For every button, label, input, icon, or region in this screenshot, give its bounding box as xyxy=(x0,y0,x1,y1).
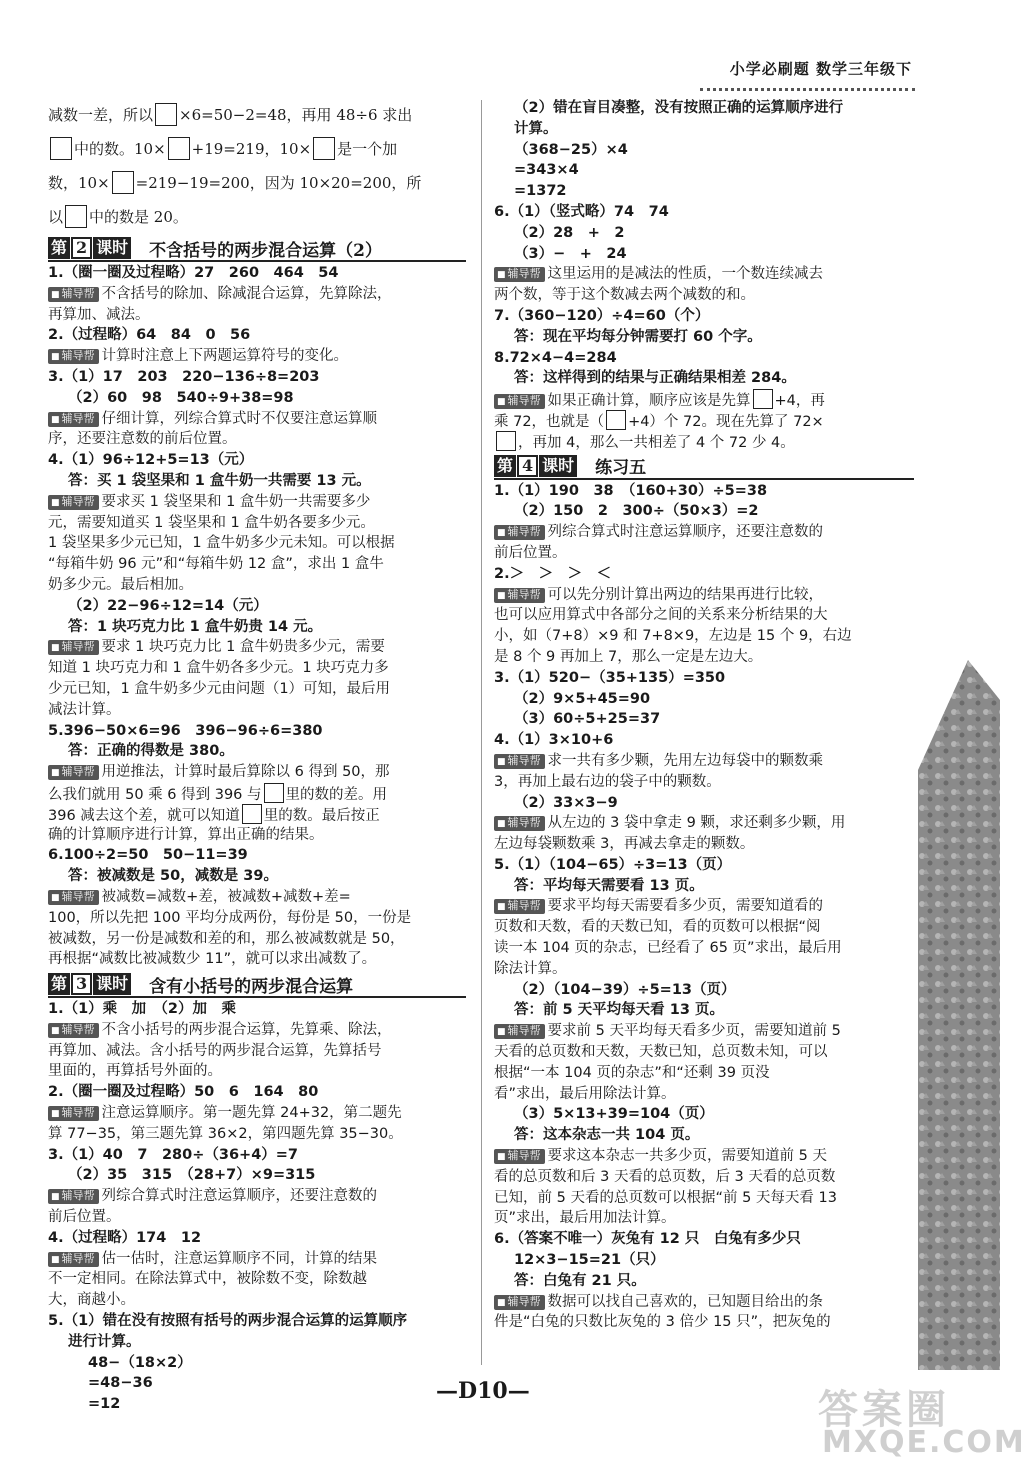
text-segment: +19=219，10× xyxy=(191,140,312,158)
helper-tag: ■ 辅导帮 xyxy=(48,890,99,905)
helper-note-line xyxy=(48,637,466,658)
text-segment: 要求买 1 袋坚果和 1 盒牛奶一共需要多少 xyxy=(101,493,371,510)
text-segment: 1 袋坚果多少元已知，1 盒牛奶多少元未知。可以根据 xyxy=(48,535,395,552)
text-line xyxy=(494,1084,914,1105)
text-segment: （2）60 98 540÷9+38=98 xyxy=(68,389,294,406)
text-segment: 答：正确的得数是 380。 xyxy=(68,743,234,760)
helper-tag: ■ 辅导帮 xyxy=(48,765,99,780)
helper-tag: ■ 辅导帮 xyxy=(494,1149,545,1164)
helper-tag: ■ 辅导帮 xyxy=(48,412,99,427)
lesson-number: 2 xyxy=(71,237,92,259)
text-segment: 中的数是 20。 xyxy=(89,208,188,226)
helper-note-line xyxy=(48,284,466,305)
text-segment: 小，如（7+8）×9 和 7+8×9，左边是 15 个 9，右边 xyxy=(494,628,852,645)
answer-line xyxy=(494,140,914,161)
text-line xyxy=(494,938,914,959)
answer-line xyxy=(494,730,914,751)
answer-line xyxy=(494,1000,914,1021)
text-segment: 列综合算式时注意运算顺序，还要注意数的 xyxy=(547,524,824,541)
helper-note-line xyxy=(48,409,466,430)
answer-line xyxy=(48,263,466,284)
text-segment: （3）60÷5+25=37 xyxy=(514,711,661,728)
answer-line xyxy=(494,223,914,244)
text-segment: （2）33×3−9 xyxy=(514,794,618,811)
text-segment: 计算时注意上下两题运算符号的变化。 xyxy=(101,348,349,365)
text-line xyxy=(494,1312,914,1333)
text-segment: 1.（圈一圈及过程略）27 260 464 54 xyxy=(48,265,339,281)
text-line xyxy=(494,834,914,855)
text-line xyxy=(494,1042,914,1063)
helper-tag: ■ 辅导帮 xyxy=(494,899,545,914)
text-line xyxy=(494,1167,914,1188)
text-line xyxy=(48,658,466,679)
text-segment: 答：白兔有 21 只。 xyxy=(514,1272,646,1289)
text-segment: 100，所以先把 100 平均分成两份，每份是 50，一份是 xyxy=(48,909,412,926)
text-segment: 件是“白兔的只数比灰兔的 3 倍少 15 只”，把灰兔的 xyxy=(494,1314,831,1331)
text-segment: 答：平均每天需要看 13 页。 xyxy=(514,877,704,894)
answer-line xyxy=(494,1125,914,1146)
answer-line xyxy=(48,845,466,866)
helper-note-line xyxy=(494,1021,914,1042)
text-line xyxy=(48,908,466,929)
helper-note-line xyxy=(494,813,914,834)
lesson-title: 练习五 xyxy=(595,458,647,479)
text-segment: 5.（1）（104−65）÷3=13（页） xyxy=(494,856,732,873)
text-segment: 求一共有多少颗，先用左边每袋中的颗数乘 xyxy=(547,752,824,769)
answer-line xyxy=(48,741,466,762)
text-segment: 从左边的 3 袋中拿走 9 颗，求还剩多少颗，用 xyxy=(547,815,846,832)
helper-note-line xyxy=(494,1292,914,1313)
answer-blank-box xyxy=(753,389,773,409)
text-segment: 知道 1 块巧克力和 1 盒牛奶各多少元。1 块巧克力多 xyxy=(48,660,389,677)
text-segment: 序，还要注意数的前后位置。 xyxy=(48,431,237,448)
helper-note-line xyxy=(48,1249,466,1270)
answer-line xyxy=(494,689,914,710)
right-column xyxy=(494,98,914,1333)
answer-line xyxy=(494,709,914,730)
lesson-label-keshi: 课时 xyxy=(93,973,131,995)
answer-line xyxy=(494,668,914,689)
text-segment: 3.（1）520−（35+135）=350 xyxy=(494,669,726,686)
text-segment: 页数和天数，看的天数已知，看的页数可以根据“阅 xyxy=(494,919,821,936)
answer-blank-box xyxy=(242,804,262,824)
text-segment: 估一估时，注意运算顺序不同，计算的结果 xyxy=(101,1250,378,1267)
text-segment: 6.100÷2=50 50−11=39 xyxy=(48,847,248,864)
text-segment: （2）150 2 300÷（50×3）=2 xyxy=(514,503,759,520)
answer-line xyxy=(48,1373,466,1394)
text-segment: =343×4 xyxy=(514,162,579,179)
text-segment: 48−（18×2） xyxy=(88,1354,192,1371)
answer-line xyxy=(48,1165,466,1186)
text-line xyxy=(48,1269,466,1290)
text-segment: 5.396−50×6=96 396−96÷6=380 xyxy=(48,722,323,739)
helper-tag: ■ 辅导帮 xyxy=(494,754,545,769)
answer-line xyxy=(494,1229,914,1250)
answer-line xyxy=(494,348,914,369)
text-line xyxy=(48,783,466,804)
text-segment: 是 8 个 9 再加上 7，那么一定是左边大。 xyxy=(494,648,763,665)
helper-tag: ■ 辅导帮 xyxy=(48,1189,99,1204)
text-segment: 减法计算。 xyxy=(48,701,121,718)
text-line xyxy=(494,410,914,431)
answer-line xyxy=(48,1332,466,1353)
helper-note-line xyxy=(48,887,466,908)
header-title: 小学必刷题 数学三年级下 xyxy=(729,60,912,78)
text-segment: （3）5×13+39=104（页） xyxy=(514,1106,714,1123)
text-line xyxy=(494,772,914,793)
helper-note-line xyxy=(48,492,466,513)
text-line xyxy=(48,166,466,200)
text-segment: 已知，前 5 天看的总页数可以根据“前 5 天每天看 13 xyxy=(494,1189,837,1206)
text-segment: 进行计算。 xyxy=(68,1333,141,1350)
helper-note-line xyxy=(494,522,914,543)
text-segment: 再根据“减数比被减数少 11”，就可以求出减数了。 xyxy=(48,951,377,968)
answer-line xyxy=(494,119,914,140)
text-line xyxy=(48,1124,466,1145)
text-segment: 前后位置。 xyxy=(48,1209,121,1226)
text-segment: （2）35 315 （28+7）×9=315 xyxy=(68,1167,316,1184)
text-line xyxy=(494,647,914,668)
helper-note-line xyxy=(48,1020,466,1041)
answer-line xyxy=(48,388,466,409)
lesson-label-keshi: 课时 xyxy=(93,237,131,259)
text-segment: 数据可以找自己喜欢的，已知题目给出的条 xyxy=(547,1293,824,1310)
text-segment: （2）错在盲目凑整，没有按照正确的运算顺序进行 xyxy=(514,100,844,116)
answer-line xyxy=(48,450,466,471)
text-segment: 不含小括号的两步混合运算，先算乘、除法， xyxy=(101,1021,392,1038)
text-line xyxy=(48,533,466,554)
answer-line xyxy=(48,721,466,742)
answer-line xyxy=(48,1082,466,1103)
answer-line xyxy=(494,244,914,265)
text-segment: 数，10× xyxy=(48,174,110,192)
text-line xyxy=(494,605,914,626)
text-segment: 根据“一本 104 页的杂志”和“还剩 39 页没 xyxy=(494,1064,770,1081)
text-segment: 8.72×4−4=284 xyxy=(494,349,617,366)
text-segment: 以 xyxy=(48,208,64,226)
text-segment: 少元已知，1 盒牛奶多少元由问题（1）可知，最后用 xyxy=(48,680,391,697)
answer-line xyxy=(48,325,466,346)
lesson-heading xyxy=(48,236,466,262)
text-segment: “每箱牛奶 96 元”和“每箱牛奶 12 盒”，求出 1 盒牛 xyxy=(48,556,384,573)
helper-tag: ■ 辅导帮 xyxy=(494,588,545,603)
answer-line xyxy=(48,367,466,388)
text-segment: 么我们就用 50 乘 6 得到 396 与 xyxy=(48,786,262,803)
text-line xyxy=(48,132,466,166)
answer-line xyxy=(48,596,466,617)
text-line xyxy=(494,917,914,938)
text-segment: 里面的，再算括号外面的。 xyxy=(48,1063,222,1080)
text-segment: 被减数，另一份是减数和差的和，那么被减数就是 50， xyxy=(48,930,405,947)
text-segment: 要求 1 块巧克力比 1 盒牛奶贵多少元，需要 xyxy=(101,639,385,656)
text-segment: 可以先分别计算出两边的结果再进行比较， xyxy=(547,586,824,603)
text-line xyxy=(48,825,466,846)
text-segment: 注意运算顺序。第一题先算 24+32，第二题先 xyxy=(101,1105,402,1122)
text-segment: 要求平均每天需要看多少页，需要知道看的 xyxy=(547,898,824,915)
text-segment: 4.（1）3×10+6 xyxy=(494,732,614,749)
text-line xyxy=(494,1188,914,1209)
answer-blank-box xyxy=(65,205,87,228)
text-line xyxy=(48,98,466,132)
text-segment: 3.（1）40 7 280÷（36+4）=7 xyxy=(48,1146,299,1163)
text-segment: ×6=50−2=48，再用 48÷6 求出 xyxy=(179,106,413,124)
answer-line xyxy=(494,202,914,223)
text-segment: （2）28 + 2 xyxy=(514,224,625,241)
text-segment: 算 77−35，第三题先算 36×2，第四题先算 35−30。 xyxy=(48,1125,403,1142)
text-segment: 减数一差，所以 xyxy=(48,106,154,124)
text-segment: 前后位置。 xyxy=(494,544,567,561)
answer-blank-box xyxy=(264,783,284,803)
answer-line xyxy=(48,1353,466,1374)
answer-line xyxy=(48,471,466,492)
text-line xyxy=(48,200,466,234)
text-segment: 奶多少元。最后相加。 xyxy=(48,576,193,593)
helper-tag: ■ 辅导帮 xyxy=(48,495,99,510)
text-segment: 3，再加上最右边的袋子中的颗数。 xyxy=(494,773,721,790)
text-segment: 读一本 104 页的杂志，已经看了 65 页”求出，最后用 xyxy=(494,940,842,957)
text-segment: 答：这本杂志一共 104 页。 xyxy=(514,1127,700,1144)
answer-line xyxy=(494,876,914,897)
answer-line xyxy=(494,564,914,585)
text-line xyxy=(494,431,914,452)
text-segment: 3.（1）17 203 220−136÷8=203 xyxy=(48,368,320,385)
text-line xyxy=(48,679,466,700)
lesson-label-di: 第 xyxy=(494,455,516,477)
answer-line xyxy=(48,617,466,638)
text-segment: （2）（104−39）÷5=13（页） xyxy=(514,981,736,998)
text-segment: 里的数。最后按正 xyxy=(263,807,380,824)
text-segment: 答：被减数是 50，减数是 39。 xyxy=(68,868,278,885)
header-dotted-rule xyxy=(700,88,915,91)
helper-note-line xyxy=(48,1186,466,1207)
answer-blank-box xyxy=(606,410,626,430)
answer-line xyxy=(494,481,914,502)
answer-line xyxy=(48,1394,466,1415)
text-segment: 2.＞ ＞ ＞ ＜ xyxy=(494,565,612,582)
text-segment: 再算加、减法。含小括号的两步混合运算，先算括号 xyxy=(48,1042,382,1059)
answer-blank-box xyxy=(50,137,72,160)
helper-tag: ■ 辅导帮 xyxy=(494,267,545,282)
text-segment: 4.（过程略）174 12 xyxy=(48,1229,202,1246)
text-segment: 大，商越小。 xyxy=(48,1292,135,1309)
text-segment: 答：买 1 袋坚果和 1 盒牛奶一共需要 13 元。 xyxy=(68,472,371,489)
column-divider xyxy=(481,100,482,1365)
helper-note-line xyxy=(494,896,914,917)
text-segment: （3）− + 24 xyxy=(514,245,627,262)
text-segment: 用逆推法，计算时最后算除以 6 得到 50，那 xyxy=(101,764,390,781)
text-segment: 2.（圈一圈及过程略）50 6 164 80 xyxy=(48,1084,319,1101)
answer-line xyxy=(494,306,914,327)
text-segment: 如果正确计算，顺序应该是先算 xyxy=(547,393,751,410)
text-segment: 天看的总页数和天数，天数已知，总页数未知，可以 xyxy=(494,1044,828,1061)
text-segment: 6.（答案不唯一）灰兔有 12 只 白兔有多少只 xyxy=(494,1231,801,1248)
answer-line xyxy=(494,793,914,814)
text-line xyxy=(48,513,466,534)
text-segment: =48−36 xyxy=(88,1375,153,1392)
text-segment: 7.（360−120）÷4=60（个） xyxy=(494,307,710,324)
text-line xyxy=(48,1207,466,1228)
text-segment: 看的总页数和后 3 天看的总页数，后 3 天看的总页数 xyxy=(494,1168,836,1185)
text-line xyxy=(48,949,466,970)
text-line xyxy=(494,1208,914,1229)
text-segment: =12 xyxy=(88,1396,121,1413)
answer-line xyxy=(494,1250,914,1271)
text-line xyxy=(48,700,466,721)
text-segment: 答：现在平均每分钟需要打 60 个字。 xyxy=(514,328,762,345)
answer-line xyxy=(48,1228,466,1249)
text-segment: 不含括号的除加、除减混合运算，先算除法， xyxy=(101,285,392,302)
helper-tag: ■ 辅导帮 xyxy=(494,525,545,540)
text-segment: 被减数=减数+差，被减数+减数+差= xyxy=(101,888,351,905)
text-segment: 两个数，等于这个数减去两个减数的和。 xyxy=(494,287,755,304)
answer-line xyxy=(494,980,914,1001)
text-segment: （368−25）×4 xyxy=(514,141,628,158)
helper-note-line xyxy=(48,346,466,367)
lesson-heading xyxy=(48,972,466,998)
text-segment: （2）9×5+45=90 xyxy=(514,690,651,707)
helper-tag: ■ 辅导帮 xyxy=(48,1252,99,1267)
text-segment: =1372 xyxy=(514,183,567,200)
text-segment: 看”求出，最后用除法计算。 xyxy=(494,1085,676,1102)
text-segment: 396 减去这个差，就可以知道 xyxy=(48,807,240,824)
answer-blank-box xyxy=(313,137,335,160)
text-line xyxy=(48,1041,466,1062)
text-line xyxy=(48,575,466,596)
text-line xyxy=(48,1061,466,1082)
lesson-title: 含有小括号的两步混合运算 xyxy=(149,976,354,997)
text-line xyxy=(494,1063,914,1084)
watermark-url: MXQE.COM xyxy=(822,1425,1026,1460)
text-segment: 计算。 xyxy=(514,120,558,137)
helper-tag: ■ 辅导帮 xyxy=(48,287,99,302)
text-segment: 不一定相同。在除法算式中，被除数不变，除数越 xyxy=(48,1271,367,1288)
text-line xyxy=(494,626,914,647)
text-segment: +4）个 72。现在先算了 72× xyxy=(628,413,824,430)
answer-line xyxy=(494,1104,914,1125)
answer-line xyxy=(48,1145,466,1166)
watermark-logo: 答案圈 xyxy=(818,1387,950,1433)
answer-line xyxy=(494,327,914,348)
left-column xyxy=(48,98,466,1415)
page-number: —D10— xyxy=(436,1378,530,1404)
text-line xyxy=(48,554,466,575)
helper-note-line xyxy=(48,762,466,783)
text-line xyxy=(48,804,466,825)
text-segment: +4，再 xyxy=(774,393,825,410)
text-segment: 是一个加 xyxy=(337,140,398,158)
text-segment: （2）22−96÷12=14（元） xyxy=(68,597,268,614)
answer-blank-box xyxy=(168,137,190,160)
helper-tag: ■ 辅导帮 xyxy=(48,640,99,655)
answer-blank-box xyxy=(112,171,134,194)
text-segment: 12×3−15=21（只） xyxy=(514,1252,665,1269)
text-line xyxy=(494,285,914,306)
answer-line xyxy=(494,501,914,522)
text-segment: 4.（1）96÷12+5=13（元） xyxy=(48,452,254,469)
helper-tag: ■ 辅导帮 xyxy=(494,1295,545,1310)
helper-tag: ■ 辅导帮 xyxy=(48,1023,99,1038)
text-line xyxy=(48,305,466,326)
text-segment: 答：1 块巧克力比 1 盒牛奶贵 14 元。 xyxy=(68,618,323,635)
text-segment: 除法计算。 xyxy=(494,960,567,977)
text-segment: 乘 72，也就是（ xyxy=(494,413,605,430)
helper-note-line xyxy=(494,751,914,772)
lesson-number: 4 xyxy=(517,455,538,477)
lesson-title: 不含括号的两步混合运算（2） xyxy=(149,240,382,261)
text-segment: 里的数的差。用 xyxy=(285,786,388,803)
lesson-label-di: 第 xyxy=(48,237,70,259)
text-segment: 1.（1）190 38 （160+30）÷5=38 xyxy=(494,482,768,499)
text-line xyxy=(494,543,914,564)
helper-tag: ■ 辅导帮 xyxy=(494,1024,545,1039)
lesson-label-keshi: 课时 xyxy=(539,455,577,477)
text-line xyxy=(48,929,466,950)
text-segment: 要求这本杂志一共多少页，需要知道前 5 天 xyxy=(547,1148,827,1165)
answer-line xyxy=(48,866,466,887)
helper-tag: ■ 辅导帮 xyxy=(494,394,545,409)
lesson-label-di: 第 xyxy=(48,973,70,995)
helper-tag: ■ 辅导帮 xyxy=(48,349,99,364)
helper-note-line xyxy=(494,389,914,410)
answer-blank-box xyxy=(496,431,516,451)
helper-tag: ■ 辅导帮 xyxy=(48,1106,99,1121)
helper-note-line xyxy=(494,1146,914,1167)
text-segment: 确的计算顺序进行计算，算出正确的结果。 xyxy=(48,826,324,843)
text-segment: 仔细计算，列综合算式时不仅要注意运算顺 xyxy=(101,410,378,427)
text-segment: 这里运用的是减法的性质，一个数连续减去 xyxy=(547,266,824,283)
lesson-number: 3 xyxy=(71,973,92,995)
answer-line xyxy=(48,1311,466,1332)
answer-line xyxy=(48,999,466,1020)
text-segment: ，再加 4，那么一共相差了 4 个 72 少 4。 xyxy=(518,434,795,451)
helper-tag: ■ 辅导帮 xyxy=(494,816,545,831)
text-segment: 2.（过程略）64 84 0 56 xyxy=(48,327,251,344)
text-segment: 要求前 5 天平均每天看多少页，需要知道前 5 xyxy=(547,1023,841,1040)
text-line xyxy=(48,1290,466,1311)
text-segment: 答：前 5 天平均每天看 13 页。 xyxy=(514,1002,724,1019)
answer-line xyxy=(494,98,914,119)
lesson-heading xyxy=(494,454,914,480)
text-segment: 中的数。10× xyxy=(74,140,166,158)
answer-line xyxy=(494,181,914,202)
text-segment: 再算加、减法。 xyxy=(48,306,150,323)
text-segment: 列综合算式时注意运算顺序，还要注意数的 xyxy=(101,1188,378,1205)
text-segment: 1.（1）乘 加 （2）加 乘 xyxy=(48,1001,237,1018)
helper-note-line xyxy=(48,1103,466,1124)
text-segment: 也可以应用算式中各部分之间的关系来分析结果的大 xyxy=(494,607,828,624)
helper-note-line xyxy=(494,264,914,285)
text-segment: 答：这样得到的结果与正确结果相差 284。 xyxy=(514,370,796,387)
text-segment: =219−19=200，因为 10×20=200，所 xyxy=(135,174,422,192)
text-segment: 6.（1）（竖式略）74 74 xyxy=(494,203,669,220)
decorative-side-pattern xyxy=(918,660,1000,1370)
answer-line xyxy=(494,160,914,181)
text-segment: 元，需要知道买 1 袋坚果和 1 盒牛奶各要多少元。 xyxy=(48,514,375,531)
answer-line xyxy=(494,855,914,876)
answer-line xyxy=(494,368,914,389)
helper-note-line xyxy=(494,585,914,606)
answer-line xyxy=(494,1271,914,1292)
answer-blank-box xyxy=(155,103,177,126)
text-segment: 左边每袋颗数乘 3，再减去拿走的颗数。 xyxy=(494,836,755,853)
text-segment: 5.（1）错在没有按照有括号的两步混合运算的运算顺序 xyxy=(48,1313,408,1330)
text-line xyxy=(494,959,914,980)
text-segment: 页”求出，最后用加法计算。 xyxy=(494,1210,676,1227)
text-line xyxy=(48,429,466,450)
